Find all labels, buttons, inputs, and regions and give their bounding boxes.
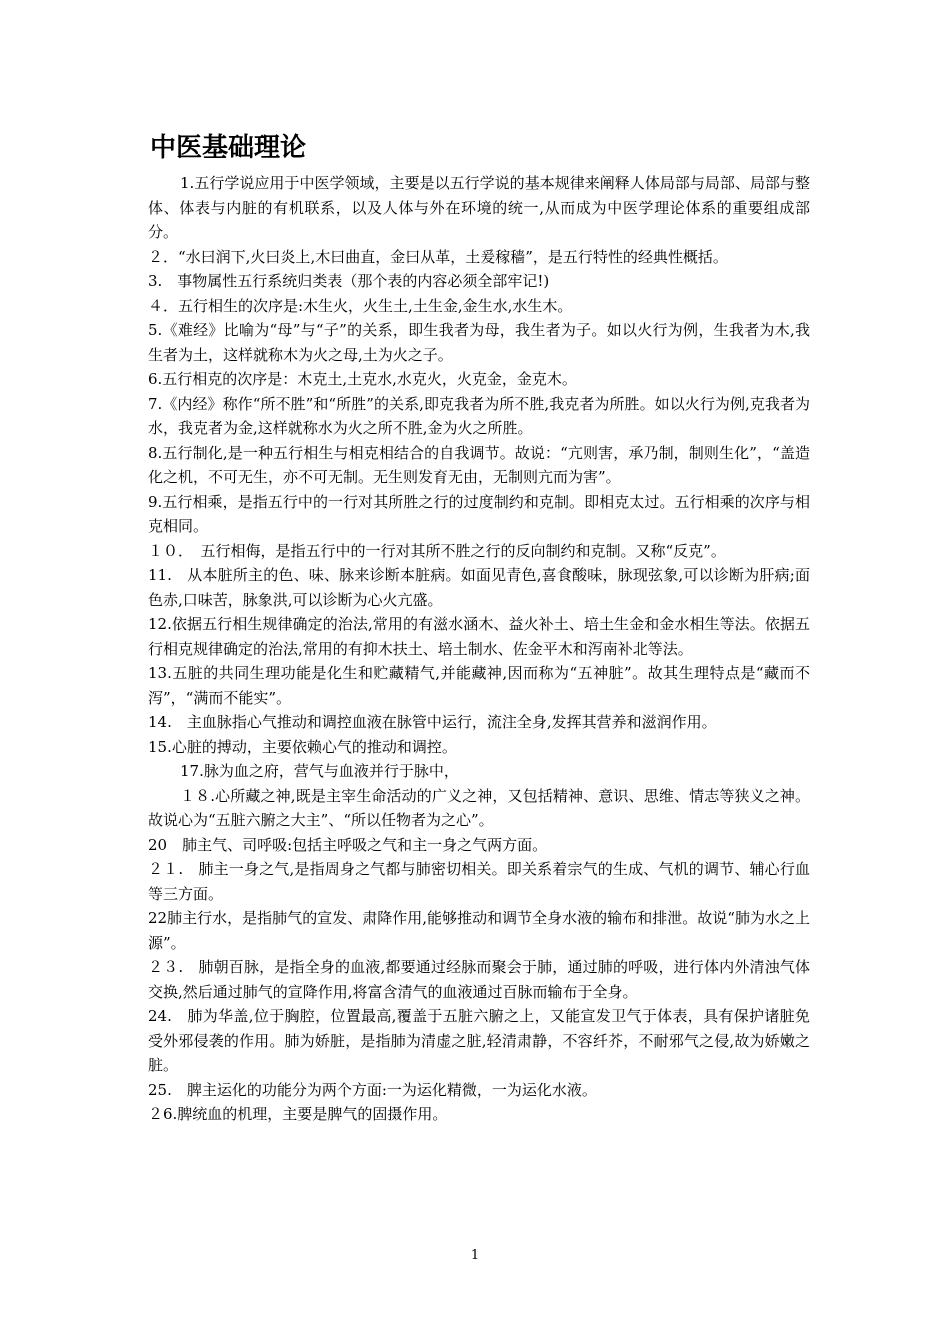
paragraph-9: 9.五行相乘，是指五行中的一行对其所胜之行的过度制约和克制。即相克太过。五行相乘的次序与相克相同。: [148, 492, 810, 535]
paragraph-12: 12.依据五行相生规律确定的治法,常用的有滋水涵木、益火补土、培土生金和金水相生等法。依据五行相克规律确定的治法,常用的有抑木扶土、培土制水、佐金平木和泻南补北等法。: [148, 615, 810, 658]
paragraph-13: 13.五脏的共同生理功能是化生和贮藏精气,并能藏神,因而称为“五神脏”。故其生理特点是“藏而不泻”，“满而不能实”。: [148, 664, 810, 707]
paragraph-11: 11. 从本脏所主的色、味、脉来诊断本脏病。如面见青色,喜食酸味，脉现弦象,可以诊断为肝病;面色赤,口味苦，脉象洪,可以诊断为心火亢盛。: [148, 566, 810, 609]
paragraph-25: 25. 脾主运化的功能分为两个方面:一为运化精微，一为运化水液。: [148, 1080, 597, 1099]
paragraph-6: 6.五行相克的次序是：木克土,土克水,水克火，火克金，金克木。: [148, 370, 577, 388]
paragraph-5: 5.《难经》比喻为“母”与“子”的关系，即生我者为母，我生者为子。如以火行为例，生我者为木,我生者为土，这样就称木为火之母,土为火之子。: [148, 321, 810, 364]
paragraph-21: ２１. 肺主一身之气,是指周身之气都与肺密切相关。即关系着宗气的生成、气机的调节、辅心行血等三方面。: [148, 860, 810, 903]
paragraph-23: ２３. 肺朝百脉，是指全身的血液,都要通过经脉而聚会于肺，通过肺的呼吸，进行体内外清浊气体交换,然后通过肺气的宣降作用,将富含清气的血液通过百脉而输布于全身。: [148, 958, 810, 1001]
paragraph-22: 22肺主行水，是指肺气的宣发、肃降作用,能够推动和调节全身水液的输布和排泄。故说“肺为水之上源”。: [148, 909, 810, 952]
paragraph-18: １８.心所藏之神,既是主宰生命活动的广义之神，又包括精神、意识、思维、情志等狭义之神。故说心为“五脏六腑之大主”、“所以任物者为之心”。: [148, 786, 810, 829]
paragraph-4: ４．五行相生的次序是:木生火，火生土,土生金,金生水,水生木。: [148, 296, 573, 315]
paragraph-2: ２．“水曰润下,火曰炎上,木曰曲直，金曰从革，土爰稼穑”，是五行特性的经典性概括。: [148, 247, 728, 266]
paragraph-7: 7.《内经》称作“所不胜”和“所胜”的关系,即克我者为所不胜,我克者为所胜。如以火行为例,克我者为水，我克者为金,这样就称水为火之所不胜,金为火之所胜。: [148, 394, 810, 437]
paragraph-26: ２6.脾统血的机理，主要是脾气的固摄作用。: [148, 1105, 448, 1123]
paragraph-8: 8.五行制化,是一种五行相生与相克相结合的自我调节。故说：“亢则害，承乃制，制则生化”，“盖造化之机，不可无生，亦不可无制。无生则发育无由，无制则亢而为害”。: [148, 443, 810, 486]
page-number: 1: [470, 1248, 480, 1263]
paragraph-17: 17.脉为血之府，营气与血液并行于脉中，: [180, 762, 459, 780]
paragraph-24: 24. 肺为华盖,位于胸腔，位置最高,覆盖于五脏六腑之上，又能宣发卫气于体表，具有保护诸脏免受外邪侵袭的作用。肺为娇脏，是指肺为清虚之脏,轻清肃静，不容纤芥，不耐邪气之侵,故为娇嫩之脏。: [148, 1007, 810, 1074]
paragraph-14: 14. 主血脉指心气推动和调控血液在脉管中运行，流注全身,发挥其营养和滋润作用。: [148, 713, 717, 731]
paragraph-1: 1.五行学说应用于中医学领域，主要是以五行学说的基本规律来阐释人体局部与局部、局部与整体、体表与内脏的有机联系，以及人体与外在环境的统一,从而成为中医学理论体系的重要组成部分。: [148, 174, 810, 241]
document-body: [148, 171, 810, 1127]
document-title: 中医基础理论: [150, 133, 307, 163]
paragraph-15: 15.心脏的搏动，主要依赖心气的推动和调控。: [148, 737, 457, 756]
paragraph-3: 3. 事物属性五行系统归类表（那个表的内容必须全部牢记!): [148, 272, 550, 290]
paragraph-20: 20 肺主气、司呼吸:包括主呼吸之气和主一身之气两方面。: [148, 835, 548, 854]
paragraph-10: １０． 五行相侮，是指五行中的一行对其所不胜之行的反向制约和克制。又称“反克”。: [148, 541, 726, 560]
